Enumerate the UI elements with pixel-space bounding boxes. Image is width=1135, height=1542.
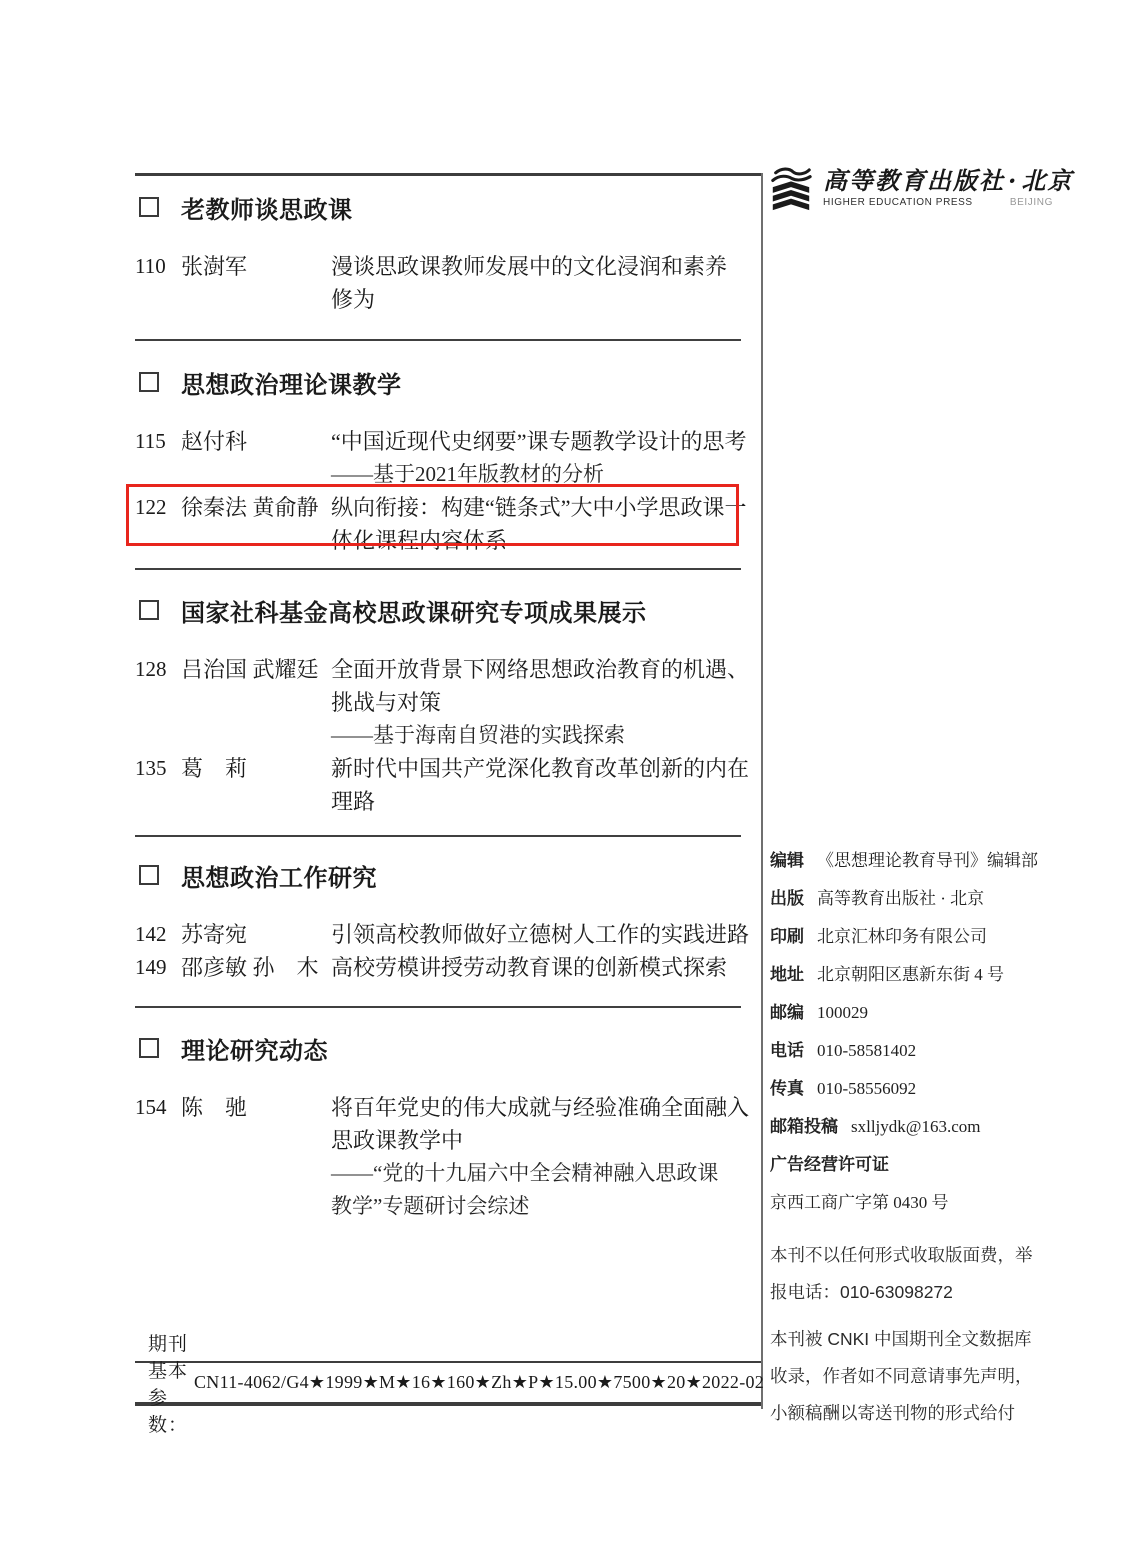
section-checkbox-icon (139, 1038, 159, 1058)
section-header (135, 194, 741, 224)
section-title: 国家社科基金高校思政课研究专项成果展示 (181, 599, 647, 627)
entry-title-line: 高校劳模讲授劳动教育课的创新模式探索 (331, 955, 728, 980)
entry-title (331, 425, 747, 491)
entry-page-number: 154 (135, 1095, 167, 1119)
info-label: 电话 (770, 1041, 804, 1060)
entry-page-number: 122 (135, 495, 167, 519)
section-header (135, 1035, 741, 1065)
entry-title-line: 引领高校教师做好立德树人工作的实践进路 (331, 922, 750, 947)
entry-authors: 赵付科 (181, 429, 248, 454)
info-label: 传真 (770, 1079, 804, 1098)
entry-title-line: 将百年党史的伟大成就与经验准确全面融入 (331, 1095, 750, 1120)
section-separator (135, 835, 741, 837)
journal-note (770, 1237, 1055, 1311)
logo-en-text: HIGHER EDUCATION PRESS BEIJING (823, 197, 1053, 208)
entry-title-line: 修为 (331, 287, 376, 312)
section-title: 老教师谈思政课 (181, 196, 353, 224)
section-checkbox-icon (139, 600, 159, 620)
logo-cn-text: 高等教育出版社 · 北京 (823, 166, 1074, 195)
toc-entry-highlighted[interactable] (135, 491, 747, 557)
section-title: 理论研究动态 (181, 1037, 328, 1065)
section-header (135, 369, 741, 399)
toc-section (135, 194, 741, 316)
note-line: 本刊被 CNKI 中国期刊全文数据库 (770, 1329, 1032, 1349)
entry-subtitle-line: ——基于2021年版教材的分析 (331, 462, 604, 486)
info-label: 出版 (770, 889, 804, 908)
entry-page-number: 128 (135, 657, 167, 681)
entry-page-number: 110 (135, 254, 166, 278)
toc-section (135, 597, 750, 818)
entry-page-number: 149 (135, 955, 167, 979)
section-checkbox-icon (139, 865, 159, 885)
entry-title (331, 250, 741, 316)
toc-entry (135, 951, 741, 984)
note-line: 本刊不以任何形式收取版面费，举 (770, 1245, 1033, 1265)
entry-title-line: 纵向衔接：构建“链条式”大中小学思政课一 (331, 495, 747, 520)
entry-title-line: 挑战与对策 (331, 690, 442, 715)
info-label: 编辑 (770, 851, 804, 870)
entry-authors: 苏寄宛 (181, 922, 248, 947)
info-value: 100029 (817, 1003, 868, 1022)
entry-title (331, 752, 750, 818)
toc-entry (135, 918, 750, 951)
info-value: 010-58556092 (817, 1079, 917, 1098)
entry-title (331, 491, 747, 557)
toc-entry (135, 1091, 750, 1223)
entry-title-line: 漫谈思政课教师发展中的文化浸润和素养 (331, 254, 728, 279)
publication-info (770, 849, 1050, 1229)
info-row (770, 1039, 1050, 1063)
info-row (770, 1191, 1050, 1215)
section-title: 思想政治工作研究 (181, 864, 377, 892)
entry-authors: 张澍军 (181, 254, 248, 279)
info-label: 邮箱投稿 (770, 1117, 838, 1136)
info-row (770, 1153, 1050, 1177)
entry-title-line: 新时代中国共产党深化教育改革创新的内在 (331, 756, 750, 781)
info-value: 010-58581402 (817, 1041, 917, 1060)
info-row (770, 1077, 1050, 1101)
note-line: 报电话：010-63098272 (770, 1282, 953, 1302)
section-header (135, 862, 741, 892)
info-value: sxlljydk@163.com (851, 1117, 981, 1136)
info-value: 《思想理论教育导刊》编辑部 (817, 851, 1038, 870)
content-sidebar-divider (761, 173, 763, 1409)
info-row (770, 1001, 1050, 1025)
entry-title-line: 理路 (331, 789, 376, 814)
toc-entry (135, 752, 750, 818)
info-row (770, 963, 1050, 987)
entry-subtitle-line: ——基于海南自贸港的实践探索 (331, 723, 625, 747)
entry-page-number: 115 (135, 429, 166, 453)
section-checkbox-icon (139, 197, 159, 217)
info-label: 印刷 (770, 927, 804, 946)
info-value: 高等教育出版社 · 北京 (817, 889, 985, 908)
section-separator (135, 568, 741, 570)
toc-section (135, 1035, 750, 1223)
entry-title (331, 918, 750, 951)
entry-authors: 葛 莉 (181, 756, 248, 781)
toc-entry (135, 425, 747, 491)
info-label: 广告经营许可证 (770, 1155, 889, 1174)
section-separator (135, 1006, 741, 1008)
info-row (770, 887, 1050, 911)
entry-page-number: 142 (135, 922, 167, 946)
entry-title-line: 思政课教学中 (331, 1128, 464, 1153)
info-value: 北京朝阳区惠新东街 4 号 (817, 965, 1004, 984)
toc-section (135, 862, 750, 984)
info-value: 京西工商广字第 0430 号 (770, 1193, 949, 1212)
entry-title (331, 653, 750, 752)
section-checkbox-icon (139, 372, 159, 392)
note-line: 收录，作者如不同意请事先声明， (770, 1366, 1033, 1386)
publisher-logo (768, 166, 1073, 221)
info-row (770, 849, 1050, 873)
entry-authors: 徐秦法 黄俞静 (181, 495, 319, 520)
section-separator (135, 339, 741, 341)
info-row (770, 1115, 1050, 1139)
entry-authors: 邵彦敏 孙 木 (181, 955, 319, 980)
section-title: 思想政治理论课教学 (181, 371, 402, 399)
toc-entry (135, 250, 741, 316)
entry-title (331, 951, 741, 984)
params-label: 期刊基本参数： (148, 1333, 189, 1436)
entry-subtitle-line: 教学”专题研讨会综述 (331, 1194, 530, 1218)
entry-title-line: “中国近现代史纲要”课专题教学设计的思考 (331, 429, 747, 454)
section-header (135, 597, 741, 627)
entry-authors: 吕治国 武耀廷 (181, 657, 319, 682)
journal-params-box (135, 1333, 765, 1436)
info-value: 北京汇林印务有限公司 (817, 927, 987, 946)
entry-title (331, 1091, 750, 1223)
toc-entry (135, 653, 750, 752)
params-value: CN11-4062/G4★1999★M★16★160★Zh★P★15.00★7500★20★2022-02 (194, 1372, 765, 1392)
journal-note (770, 1321, 1055, 1432)
entry-title-line: 全面开放背景下网络思想政治教育的机遇、 (331, 657, 750, 682)
note-line: 小额稿酬以寄送刊物的形式给付 (770, 1403, 1015, 1423)
entry-title-line: 体化课程内容体系 (331, 528, 508, 553)
toc-section (135, 369, 747, 557)
entry-authors: 陈 驰 (181, 1095, 248, 1120)
entry-page-number: 135 (135, 756, 167, 780)
entry-subtitle-line: ——“党的十九届六中全会精神融入思政课 (331, 1161, 719, 1185)
info-row (770, 925, 1050, 949)
info-label: 邮编 (770, 1003, 804, 1022)
stacked-books-icon (768, 166, 814, 221)
top-rule (135, 173, 763, 176)
info-label: 地址 (770, 965, 804, 984)
